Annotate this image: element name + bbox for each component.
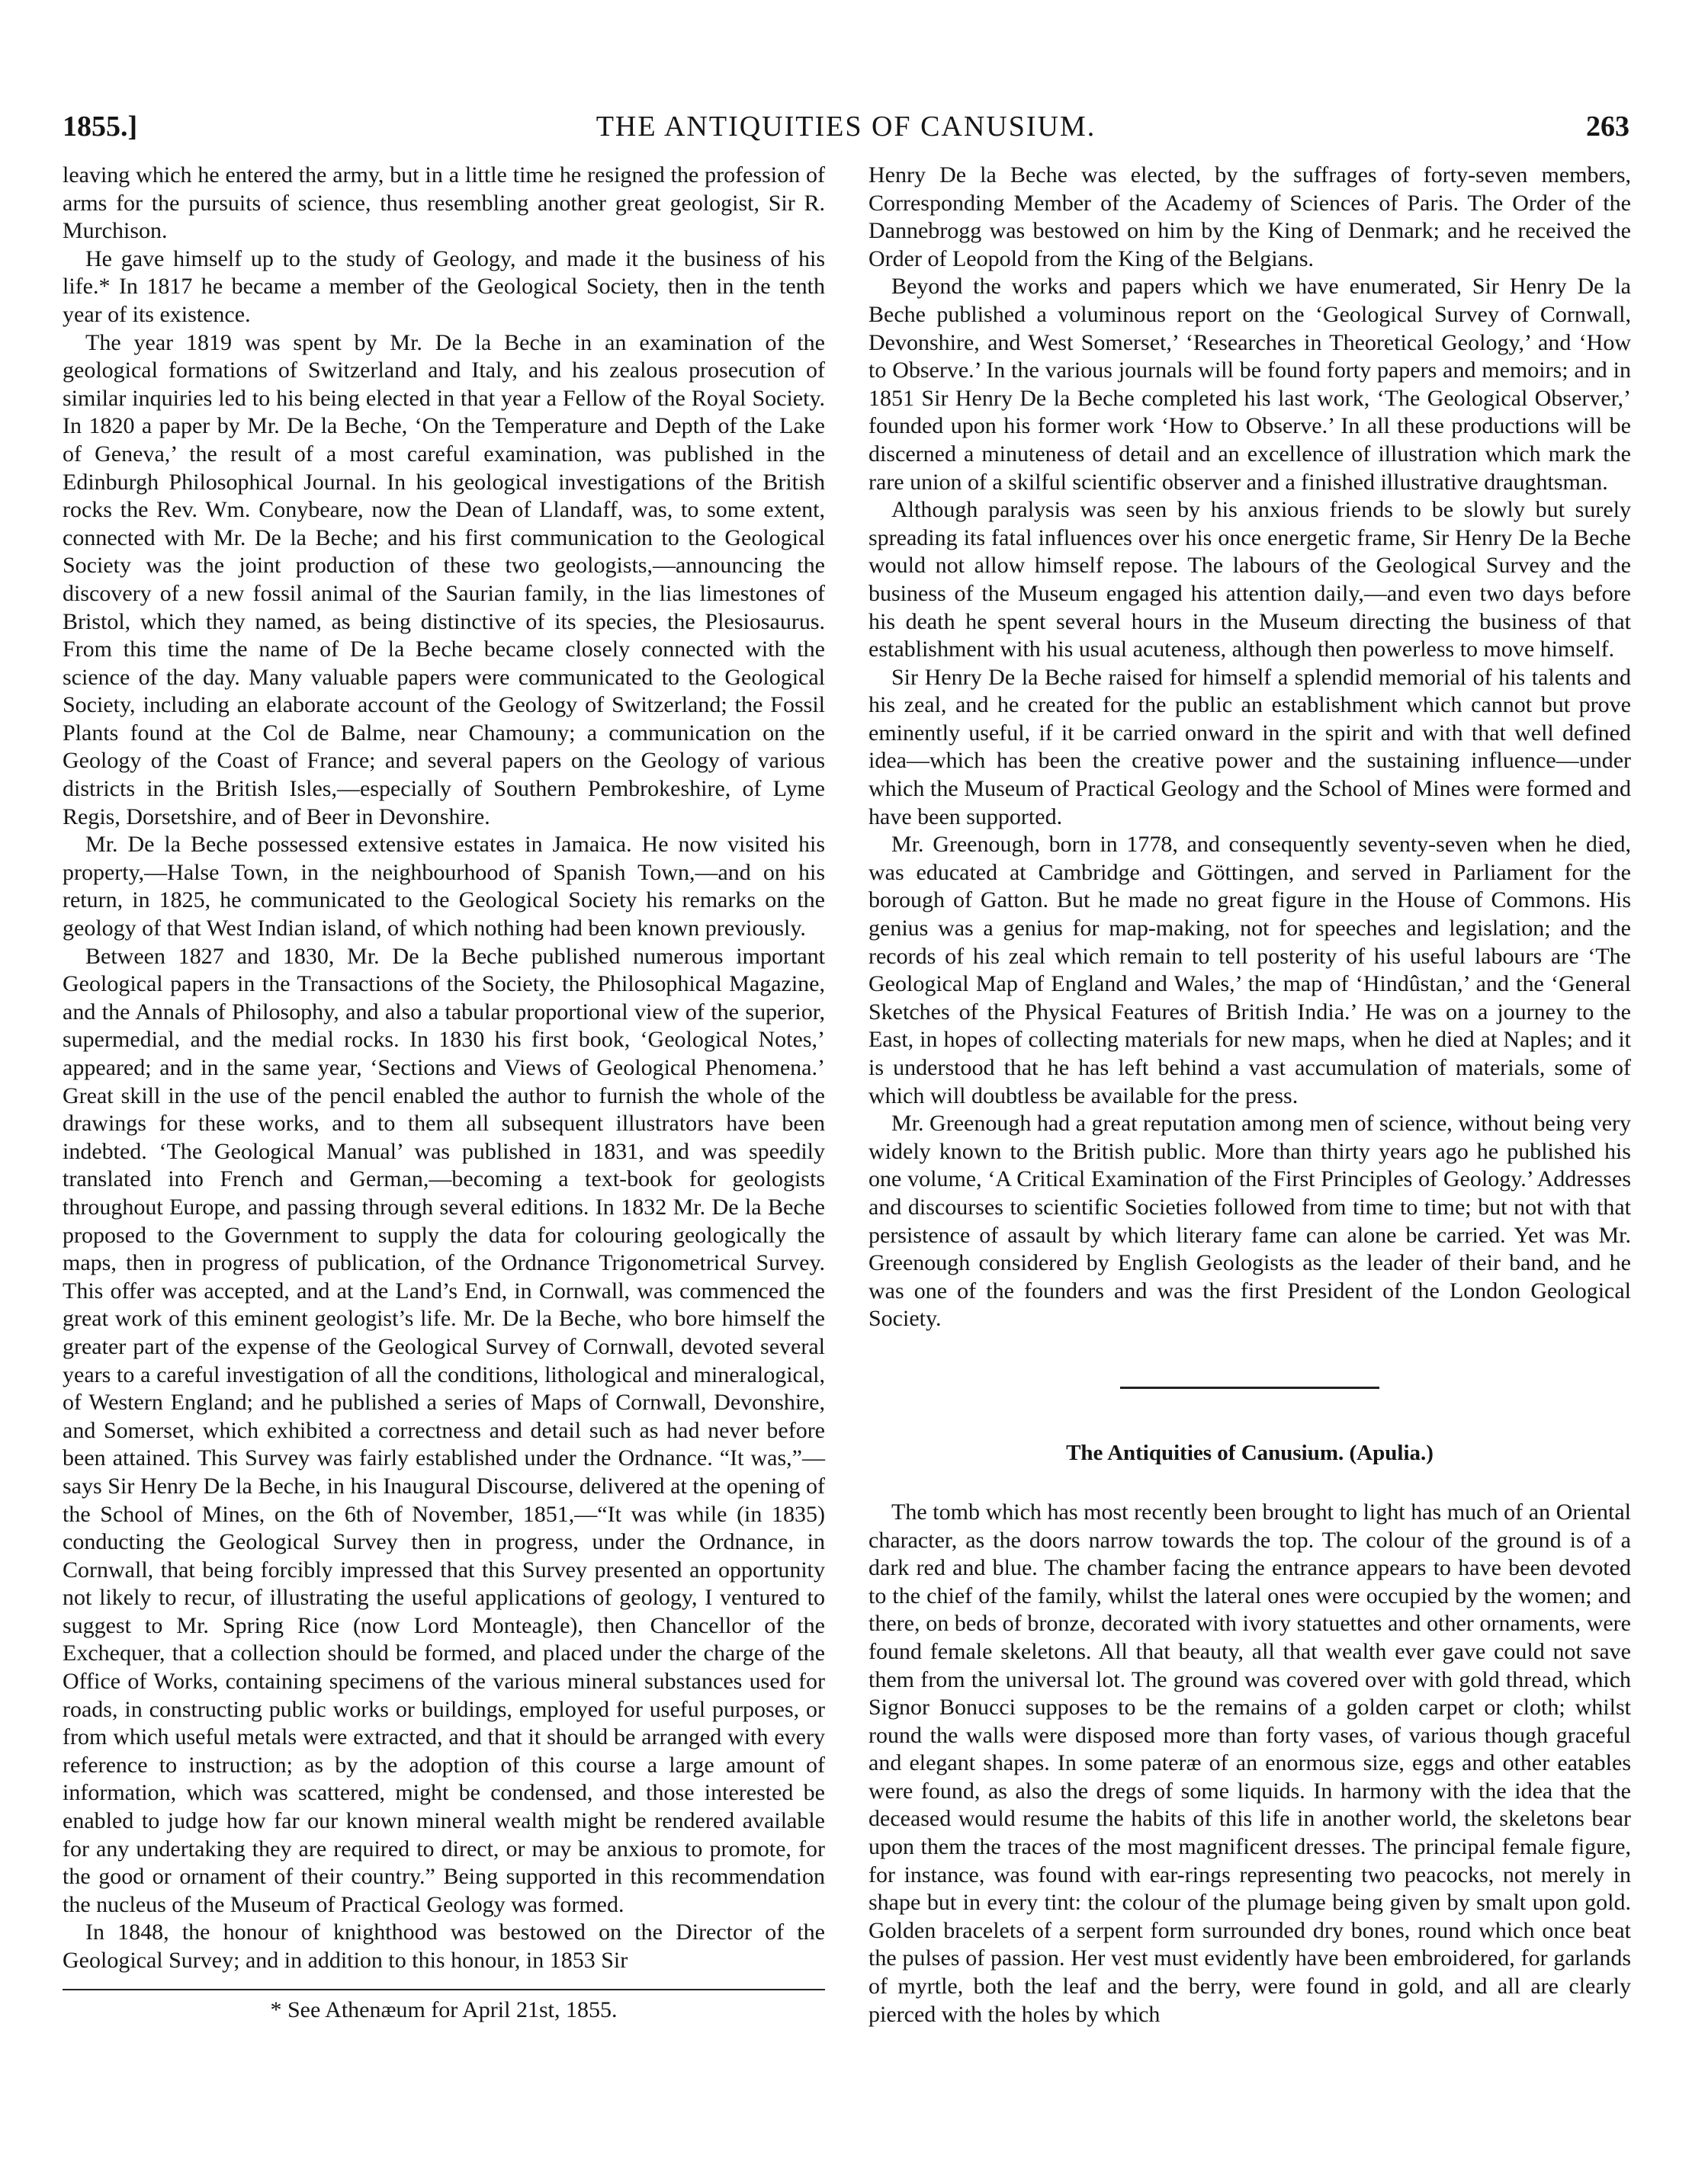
header-title: THE ANTIQUITIES OF CANUSIUM. — [596, 111, 1096, 143]
right-column — [868, 162, 1631, 2028]
paragraph: He gave himself up to the study of Geology, and made it the business of his life.* In 1817 he became a member of the Geological Society, then in the tenth year of its existence. — [63, 245, 825, 327]
page-number: 263 — [1586, 111, 1629, 143]
section-divider — [1120, 1387, 1379, 1389]
footnote: * See Athenæum for April 21st, 1855. — [270, 1996, 618, 2022]
paragraph: Although paralysis was seen by his anxious friends to be slowly but surely spreading its fatal influences over his once energetic frame, Sir Henry De la Beche would not allow himself repose. The labours of the Geological Survey and the business of the Museum engaged his attention daily,—and even two days before his death he spent several hours in the Museum directing the business of that establishment with his usual acuteness, although then powerless to move himself. — [868, 497, 1631, 662]
paragraph: The year 1819 was spent by Mr. De la Beche in an examination of the geological formations of Switzerland and Italy, and his zealous prosecution of similar inquiries led to his being elected in that year a Fellow of the Royal Society. In 1820 a paper by Mr. De la Beche, ‘On the Temperature and Depth of the Lake of Geneva,’ the result of a most careful examination, was published in the Edinburgh Philosophical Journal. In his geological investigations of the British rocks the Rev. Wm. Conybeare, now the Dean of Llandaff, was, to some extent, connected with Mr. De la Beche; and his first communication to the Geological Society was the joint production of these two geologists,—announcing the discovery of a new fossil animal of the Saurian family, in the lias limestones of Bristol, which they named, as being distinctive of its species, the Plesiosaurus. From this time the name of De la Beche became closely connected with the science of the day. Many valuable papers were communicated to the Geological Society, including an elaborate account of the Geology of Switzerland; the Fossil Plants found at the Col de Balme, near Chamouny; a communication on the Geology of the Coast of France; and several papers on the Geology of various districts in the British Isles,—especially of Southern Pembrokeshire, of Lyme Regis, Dorsetshire, and of Beer in Devonshire. — [63, 329, 825, 829]
paragraph: Henry De la Beche was elected, by the suffrages of forty-seven members, Corresponding Member of the Academy of Sciences of Paris. The Order of the Dannebrogg was bestowed on him by the King of Denmark; and he received the Order of Leopold from the King of the Belgians. — [868, 162, 1631, 271]
paragraph: leaving which he entered the army, but in a little time he resigned the profession of arms for the pursuits of science, thus resembling another great geologist, Sir R. Murchison. — [63, 162, 825, 244]
section-heading: The Antiquities of Canusium. (Apulia.) — [1066, 1440, 1434, 1465]
footnote-rule — [63, 1989, 825, 1990]
paragraph: Sir Henry De la Beche raised for himself a splendid memorial of his talents and his zeal, and he created for the public an establishment which cannot but prove eminently useful, if it be carried onward in the spirit and with that well defined idea—which has been the creative power and the sustaining influence—under which the Museum of Practical Geology and the School of Mines were formed and have been supported. — [868, 664, 1631, 829]
running-header — [63, 107, 1629, 146]
paragraph: Beyond the works and papers which we have enumerated, Sir Henry De la Beche published a voluminous report on the ‘Geological Survey of Cornwall, Devonshire, and West Somerset,’ ‘Researches in Theoretical Geology,’ and ‘How to Observe.’ In the various journals will be found forty papers and memoirs; and in 1851 Sir Henry De la Beche completed his last work, ‘The Geological Observer,’ founded upon his former work ‘How to Observe.’ In all these productions will be discerned a minuteness of detail and an excellence of illustration which mark the rare union of a skilful scientific observer and a finished illustrative draughtsman. — [868, 274, 1631, 495]
paragraph: Between 1827 and 1830, Mr. De la Beche published numerous important Geological papers in the Transactions of the Society, the Philosophical Magazine, and the Annals of Philosophy, and also a tabular proportional view of the superior, supermedial, and the medial rocks. In 1830 his first book, ‘Geological Notes,’ appeared; and in the same year, ‘Sections and Views of Geological Phenomena.’ Great skill in the use of the pencil enabled the author to furnish the whole of the drawings for these works, and to them all subsequent illustrators have been indebted. ‘The Geological Manual’ was published in 1831, and was speedily translated into French and German,—becoming a text-book for geologists throughout Europe, and passing through several editions. In 1832 Mr. De la Beche proposed to the Government to supply the data for colouring geologically the maps, then in progress of publication, of the Ordnance Trigonometrical Survey. This offer was accepted, and at the Land’s End, in Cornwall, was commenced the great work of this eminent geologist’s life. Mr. De la Beche, who bore himself the greater part of the expense of the Geological Survey of Cornwall, devoted several years to a careful investigation of all the conditions, lithological and mineralogical, of Western England; and he published a series of Maps of Cornwall, Devonshire, and Somerset, which exhibited a correctness and detail such as had never before been attained. This Survey was fairly established under the Ordnance. “It was,”—says Sir Henry De la Beche, in his Inaugural Discourse, delivered at the opening of the School of Mines, on the 6th of November, 1851,—“It was while (in 1835) conducting the Geological Survey then in progress, under the Ordnance, in Cornwall, that being forcibly impressed that this Survey presented an opportunity not likely to recur, of illustrating the useful applications of geology, I ventured to suggest to Mr. Spring Rice (now Lord Monteagle), then Chancellor of the Exchequer, that a collection should be formed, and placed under the charge of the Office of Works, containing specimens of the various mineral substances used for roads, in constructing public works or buildings, employed for useful purposes, or from which useful metals were extracted, and that it should be arranged with every reference to instruction; as by the adoption of this course a large amount of information, which was scattered, might be condensed, and those interested be enabled to judge how far our known mineral wealth might be rendered available for any undertaking they are required to direct, or may be anxious to promote, for the good or ornament of their country.” Being supported in this recommendation the nucleus of the Museum of Practical Geology was formed. — [63, 943, 825, 1917]
header-year: 1855.] — [63, 111, 138, 143]
paragraph: The tomb which has most recently been brought to light has much of an Oriental character, as the doors narrow towards the top. The colour of the ground is of a dark red and blue. The chamber facing the entrance appears to have been devoted to the chief of the family, whilst the lateral ones were occupied by the women; and there, on beds of bronze, decorated with ivory statuettes and other ornaments, were found female skeletons. All that beauty, all that wealth ever gave could not save them from the universal lot. The ground was covered over with gold thread, which Signor Bonucci supposes to be the remains of a golden carpet or cloth; whilst round the walls were disposed more than forty vases, of various though graceful and elegant shapes. In some pateræ of an enormous size, eggs and other eatables were found, as also the dregs of some liquids. In harmony with the idea that the deceased would resume the habits of this life in another world, the skeletons bear upon them the traces of the most magnificent dresses. The principal female figure, for instance, was found with ear-rings representing two peacocks, not merely in shape but in every tint: the colour of the plumage being given by smalt upon gold. Golden bracelets of a serpent form surrounded dry bones, round which once beat the pulses of passion. Her vest must evidently have been embroidered, for garlands of myrtle, both the leaf and the berry, were found in gold, and all are clearly pierced with the holes by which — [868, 1499, 1631, 2027]
paragraph: Mr. De la Beche possessed extensive estates in Jamaica. He now visited his property,—Halse Town, in the neighbourhood of Spanish Town,—and on his return, in 1825, he communicated to the Geological Society his remarks on the geology of that West Indian island, of which nothing had been known previously. — [63, 832, 825, 941]
paragraph: Mr. Greenough had a great reputation among men of science, without being very widely known to the British public. More than thirty years ago he published his one volume, ‘A Critical Examination of the First Principles of Geology.’ Addresses and discourses to scientific Societies followed from time to time; but not with that persistence of assault by which literary fame can alone be carried. Yet was Mr. Greenough considered by English Geologists as the leader of their band, and he was one of the founders and was the first President of the London Geological Society. — [868, 1111, 1631, 1332]
left-column — [63, 162, 825, 2025]
paragraph: Mr. Greenough, born in 1778, and consequently seventy-seven when he died, was educated at Cambridge and Göttingen, and served in Parliament for the borough of Gatton. But he made no great figure in the House of Commons. His genius was a genius for map-making, not for speeches and legislation; and the records of his zeal which remain to tell posterity of his useful labours are ‘The Geological Map of England and Wales,’ the map of ‘Hindûstan,’ and the ‘General Sketches of the Physical Features of British India.’ He was on a journey to the East, in hopes of collecting materials for new maps, when he died at Naples; and it is understood that he has left behind a vast accumulation of materials, some of which will doubtless be available for the press. — [868, 832, 1631, 1108]
paragraph: In 1848, the honour of knighthood was bestowed on the Director of the Geological Survey; and in addition to this honour, in 1853 Sir — [63, 1919, 825, 1973]
